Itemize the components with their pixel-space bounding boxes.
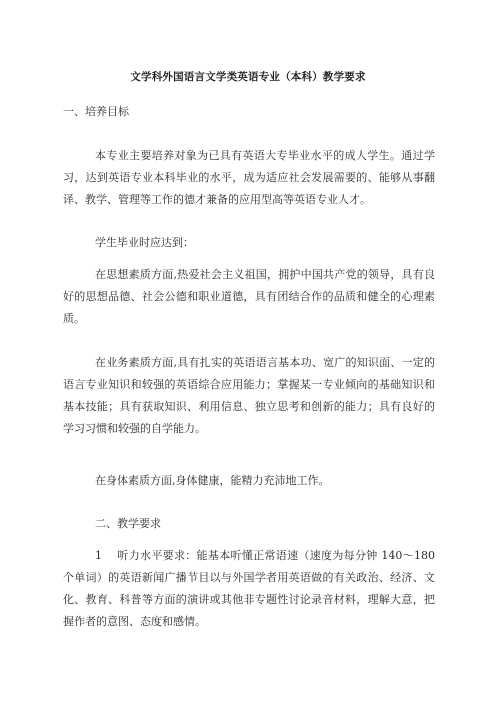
paragraph-text: 在思想素质方面,热爱社会主义祖国，拥护中国共产党的领导，具有良好的思想品德、社会公德和职业道德，具有团结合作的品质和健全的心理素质。 [63, 268, 435, 325]
section-heading-goals: 一、培养目标 [63, 105, 129, 118]
paragraph-listening [63, 545, 435, 633]
paragraph-text: 在身体素质方面,身体健康，能精力充沛地工作。 [95, 474, 330, 487]
paragraph-graduation [63, 232, 435, 254]
paragraph-professional [63, 352, 435, 440]
paragraph-text: 在业务素质方面,具有扎实的英语语言基本功、宽广的知识面、一定的语言专业知识和较强的英语综合应用能力；掌握某一专业倾向的基础知识和基本技能；具有获取知识、利用信息、独立思考和创新的能力；具有良好的学习习惯和较强的自学能力。 [63, 356, 435, 435]
paragraph-ideology [63, 264, 435, 330]
section-heading-requirements: 二、教学要求 [95, 517, 161, 530]
paragraph-text: 本专业主要培养对象为已具有英语大专毕业水平的成人学生。通过学习，达到英语专业本科毕业的水平，成为适应社会发展需要的、能够从事翻译、教学、管理等工作的德才兼备的应用型高等英语专业人才。 [63, 149, 435, 206]
paragraph-text: 1 听力水平要求：能基本听懂正常语速（速度为每分钟 140～180 个单词）的英语新闻广播节目以与外国学者用英语做的有关政治、经济、文化、教育、科普等方面的演讲或其他非专题性讨论录音材料，理解大意，把握作者的意图、态度和感情。 [63, 549, 435, 628]
document-title: 文学科外国语言文学类英语专业（本科）教学要求 [130, 71, 366, 83]
paragraph-intro [63, 145, 435, 211]
paragraph-text: 学生毕业时应达到： [95, 236, 194, 249]
paragraph-physical [63, 470, 435, 492]
